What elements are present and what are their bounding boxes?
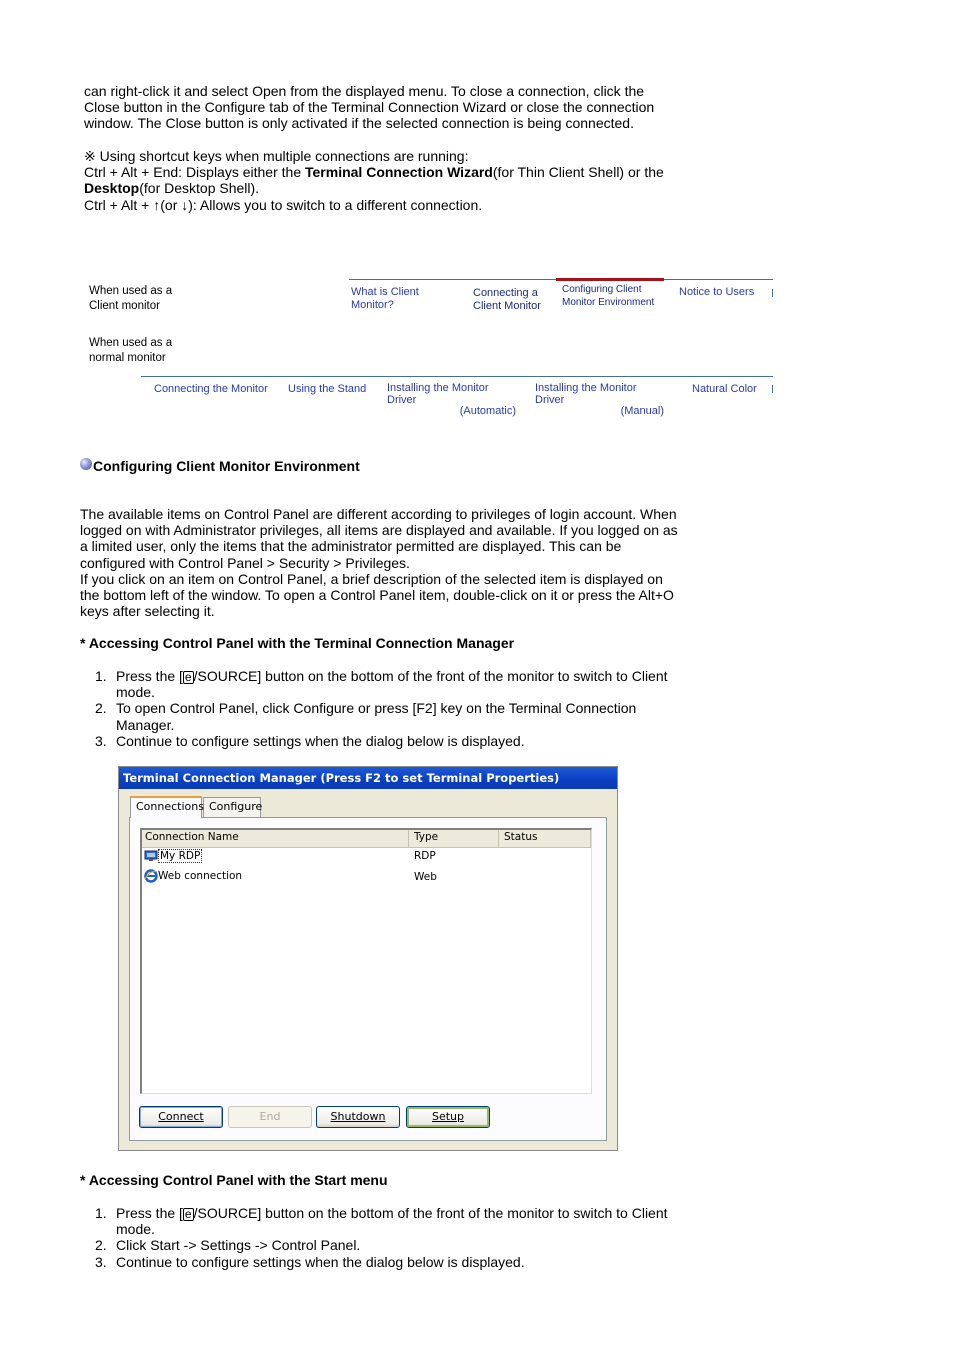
- shortcut-heading: ※ Using shortcut keys when multiple connections are running:: [84, 148, 469, 164]
- connections-list[interactable]: [140, 828, 592, 1094]
- list-item: 1. Press the [ e /SOURCE] button on the bottom of the front of the monitor to switch to Client mode.: [95, 668, 668, 701]
- nav-link-what-is-client[interactable]: What is Client Monitor?: [351, 286, 419, 311]
- source-icon: e: [184, 1207, 192, 1221]
- list-item: 1. Press the [ e /SOURCE] button on the bottom of the front of the monitor to switch to Client mode.: [95, 1205, 668, 1238]
- shutdown-button[interactable]: Shutdown: [316, 1106, 400, 1128]
- source-icon: e: [184, 670, 192, 684]
- nav-link-connecting-monitor[interactable]: Connecting the Monitor: [154, 383, 268, 395]
- nav-label-normal: When used as a normal monitor: [89, 337, 173, 364]
- shortcut-line-2: Desktop(for Desktop Shell).: [84, 180, 260, 197]
- end-button[interactable]: End: [228, 1106, 312, 1128]
- intro-line: window. The Close button is only activated if the selected connection is being connected.: [84, 115, 634, 132]
- intro-line: can right-click it and select Open from the displayed menu. To close a connection, click the: [84, 83, 645, 99]
- nav-rule-bottom: [141, 376, 773, 377]
- list-item: 3. Continue to configure settings when the dialog below is displayed.: [95, 732, 525, 749]
- nav-label-client: When used as a Client monitor: [89, 285, 173, 312]
- terminal-connection-manager-dialog: [118, 766, 618, 1151]
- monitor-icon: [144, 850, 158, 865]
- nav-link-using-stand[interactable]: Using the Stand: [288, 383, 367, 395]
- shortcut-note: [84, 148, 724, 213]
- connect-button[interactable]: Connect: [139, 1106, 223, 1128]
- start-menu-heading: * Accessing Control Panel with the Start menu: [80, 1172, 388, 1188]
- nav-link-notice-users[interactable]: Notice to Users: [679, 286, 755, 298]
- connections-panel: [129, 817, 607, 1141]
- list-item: 2. Click Start -> Settings -> Control Panel.: [95, 1237, 361, 1254]
- dialog-title: Terminal Connection Manager (Press F2 to set Terminal Properties): [119, 767, 617, 789]
- connection-type: Web: [414, 871, 437, 883]
- connection-type: RDP: [414, 850, 436, 862]
- nav-link-connecting-client[interactable]: Connecting a Client Monitor: [473, 287, 541, 312]
- column-header-status[interactable]: Status: [504, 831, 538, 843]
- nav-link-configuring-env[interactable]: Configuring Client Monitor Environment: [562, 284, 655, 308]
- table-row[interactable]: [142, 868, 591, 886]
- nav-divider: [772, 385, 773, 393]
- list-item: 2. To open Control Panel, click Configure or press [F2] key on the Terminal Connection Manager.: [95, 700, 637, 733]
- nav-link-driver-manual[interactable]: Installing the Monitor Driver (Manual): [535, 382, 664, 417]
- tcm-heading: * Accessing Control Panel with the Terminal Connection Manager: [80, 635, 515, 651]
- nav-link-natural-color[interactable]: Natural Color: [692, 383, 757, 395]
- shortcut-line-1: Ctrl + Alt + End: Displays either the Terminal Connection Wizard(for Thin Client Shell) or the: [84, 164, 664, 181]
- intro-line: Close button in the Configure tab of the Terminal Connection Wizard or close the connection: [84, 99, 655, 116]
- tab-connections[interactable]: Connections: [130, 796, 202, 818]
- tcm-steps: [80, 668, 720, 749]
- table-row[interactable]: [142, 848, 591, 866]
- nav-divider: [772, 289, 773, 297]
- column-header-name[interactable]: Connection Name: [145, 831, 239, 843]
- connection-name: Web connection: [158, 870, 243, 882]
- nav-link-driver-automatic[interactable]: Installing the Monitor Driver (Automatic): [387, 382, 516, 417]
- intro-paragraph: [84, 83, 704, 132]
- bullet-icon: [80, 458, 92, 470]
- nav-active-indicator: [556, 278, 664, 281]
- ie-icon: [144, 869, 158, 886]
- connection-name: My RDP: [160, 850, 201, 862]
- column-header-type[interactable]: Type: [414, 831, 439, 843]
- tab-configure[interactable]: Configure: [203, 797, 261, 817]
- section-title: Configuring Client Monitor Environment: [80, 458, 360, 474]
- list-header: [142, 830, 591, 848]
- start-steps: [80, 1205, 720, 1270]
- list-item: 3. Continue to configure settings when the dialog below is displayed.: [95, 1253, 525, 1270]
- section-body: The available items on Control Panel are different according to privileges of login account. When logged on with Administrator privileges, all items are displayed and available. If you logged on as a limited user, only the items that the administrator permitted are displayed. This can be configured with Control Panel > Security > Privileges. If you click on an item on Control Panel, a brief description of the selected item is displayed on the bottom left of the window. To open a Control Panel item, double-click on it or press the Alt+O keys after selecting it.: [80, 506, 678, 620]
- setup-button[interactable]: Setup: [406, 1106, 490, 1128]
- shortcut-line-3: Ctrl + Alt + ↑(or ↓): Allows you to switch to a different connection.: [84, 196, 483, 213]
